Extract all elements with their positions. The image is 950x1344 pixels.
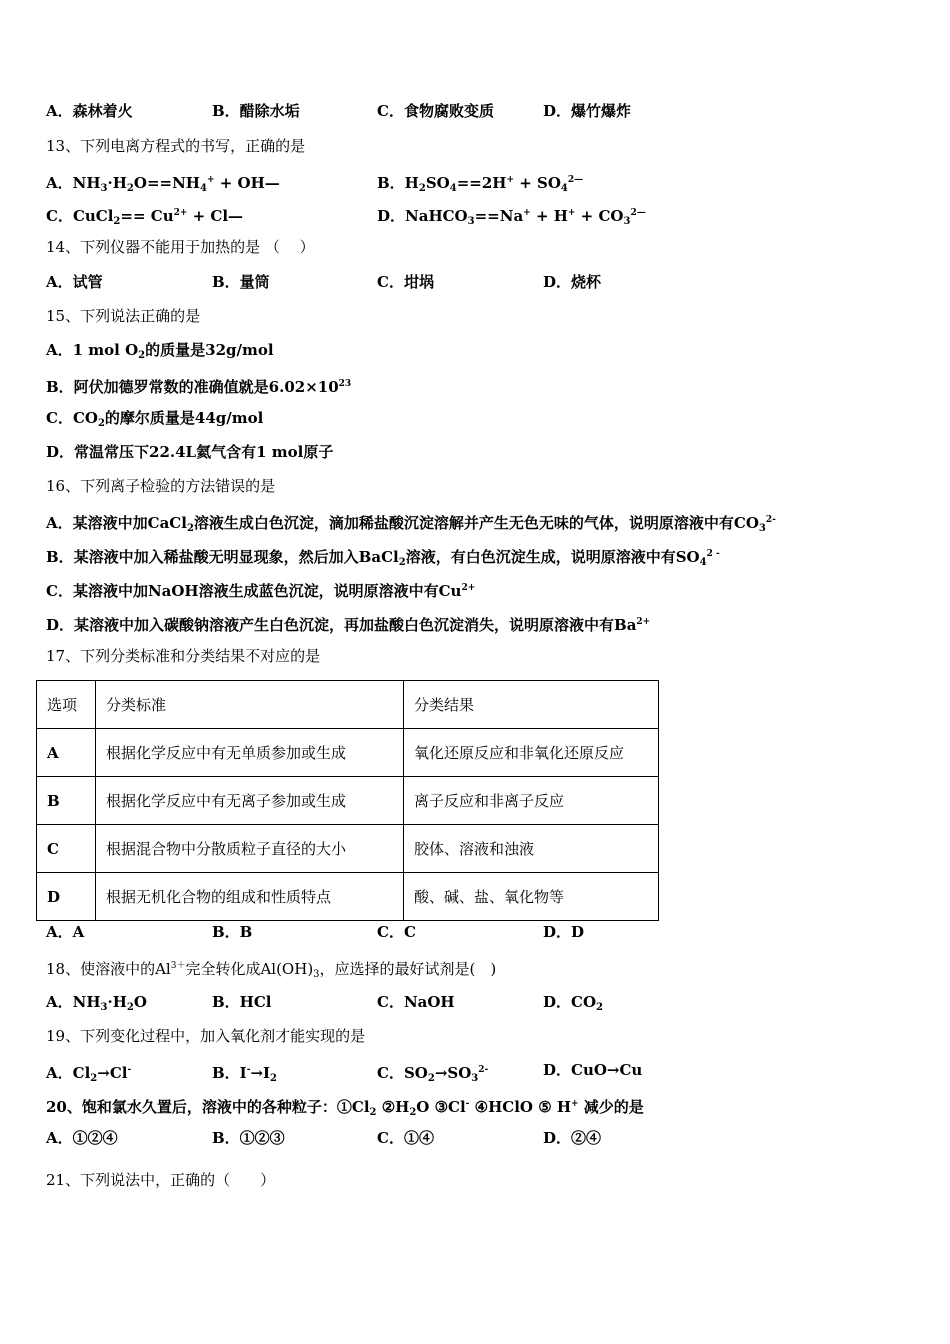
table-cell: C — [37, 825, 96, 873]
table-cell: 根据混合物中分散质粒子直径的大小 — [96, 825, 404, 873]
table-header-row — [37, 681, 659, 729]
q19-option-a: A．$Cl_2\to Cl^-$ — [46, 1064, 132, 1084]
q15-option-d: D．常温常压下22.4L氦气含有1 mol原子 — [46, 443, 334, 461]
q12-option-a: A．森林着火 — [46, 102, 133, 120]
q15-stem: 15、下列说法正确的是 — [46, 307, 201, 325]
q14-option-b: B．量筒 — [212, 273, 270, 291]
table-cell: 根据无机化合物的组成和性质特点 — [96, 873, 404, 921]
table-cell: D — [37, 873, 96, 921]
q19-option-b: B．$I^-\to I_2$ — [212, 1064, 278, 1084]
q16-option-a: A．某溶液中加CaCl$_2$溶液生成白色沉淀，滴加稀盐酸沉淀溶解并产生无色无味的气体，说明原溶液中有$CO_3^{2-}$ — [46, 514, 776, 534]
q18-option-c: C．NaOH — [377, 993, 455, 1011]
q13-option-c: C．CuCl$_2$== $Cu^{2+}$ + Cl— — [46, 207, 244, 227]
q14-option-a: A．试管 — [46, 273, 103, 291]
q19-option-d: D．CuO→Cu — [543, 1061, 643, 1079]
table-cell: 氧化还原反应和非氧化还原反应 — [404, 729, 659, 777]
q12-option-c: C．食物腐败变质 — [377, 102, 494, 120]
q15-option-a: A．1 mol $O_2$的质量是32g/mol — [46, 341, 274, 361]
q16-option-c: C．某溶液中加NaOH溶液生成蓝色沉淀，说明原溶液中有$Cu^{2+}$ — [46, 582, 476, 600]
table-cell: 根据化学反应中有无离子参加或生成 — [96, 777, 404, 825]
table-cell: 根据化学反应中有无单质参加或生成 — [96, 729, 404, 777]
q17-option-c: C．C — [377, 923, 416, 941]
table-header-cell: 分类标准 — [96, 681, 404, 729]
q19-option-c: C．$SO_2\to SO_3^{2-}$ — [377, 1064, 489, 1084]
q17-option-a: A．A — [46, 923, 85, 941]
classification-table — [36, 680, 659, 921]
q17-stem: 17、下列分类标准和分类结果不对应的是 — [46, 647, 321, 665]
q20-option-b: B．①②③ — [212, 1129, 285, 1147]
q18-option-b: B．HCl — [212, 993, 272, 1011]
table-header-cell: 分类结果 — [404, 681, 659, 729]
table-cell: A — [37, 729, 96, 777]
q16-stem: 16、下列离子检验的方法错误的是 — [46, 477, 276, 495]
q13-option-b: B．$H_2SO_4==2H^+ + SO_4^{2—}$ — [377, 174, 584, 194]
table-cell: 胶体、溶液和浊液 — [404, 825, 659, 873]
q12-option-b: B．醋除水垢 — [212, 102, 300, 120]
q18-option-a: A．$NH_3\cdot H_2O$ — [46, 993, 147, 1013]
q16-option-d: D．某溶液中加入碳酸钠溶液产生白色沉淀，再加盐酸白色沉淀消失，说明原溶液中有$Ba^{2+}$ — [46, 616, 651, 634]
q15-option-b: B．阿伏加德罗常数的准确值就是$6.02\times 10^{23}$ — [46, 378, 352, 396]
q20-stem: 20、饱和氯水久置后，溶液中的各种粒子：$①Cl_2$ $②H_2O$ ③Cl- ④HClO ⑤ H+ 减少的是 — [46, 1098, 644, 1118]
table-cell: 酸、碱、盐、氧化物等 — [404, 873, 659, 921]
table-row — [37, 729, 659, 777]
q15-option-c: C．$CO_2$的摩尔质量是44g/mol — [46, 409, 264, 429]
q12-option-d: D．爆竹爆炸 — [543, 102, 632, 120]
table-row — [37, 825, 659, 873]
q17-option-b: B．B — [212, 923, 253, 941]
table-cell: B — [37, 777, 96, 825]
q19-stem: 19、下列变化过程中，加入氧化剂才能实现的是 — [46, 1027, 366, 1045]
q14-option-d: D．烧杯 — [543, 273, 602, 291]
q13-stem: 13、下列电离方程式的书写，正确的是 — [46, 137, 306, 155]
q20-option-d: D．②④ — [543, 1129, 602, 1147]
q13-option-a: A．$NH_3\cdot H_2O==NH_4^+$ + OH— — [46, 174, 280, 194]
q14-option-c: C．坩埚 — [377, 273, 434, 291]
q13-option-d: D．NaHCO$_3$==Na+ + $H^+ + CO_3^{2—}$ — [377, 207, 646, 227]
table-cell: 离子反应和非离子反应 — [404, 777, 659, 825]
q16-option-b: B．某溶液中加入稀盐酸无明显现象，然后加入BaCl$_2$溶液，有白色沉淀生成，说明原溶液中有$SO_4^{2 -}$ — [46, 548, 720, 568]
q18-stem: 18、使溶液中的$Al^{3+}$完全转化成$Al(OH)_3$，应选择的最好试剂是( ) — [46, 960, 497, 980]
q20-option-c: C．①④ — [377, 1129, 434, 1147]
table-row — [37, 777, 659, 825]
table-header-cell: 选项 — [37, 681, 96, 729]
table-row — [37, 873, 659, 921]
q21-stem: 21、下列说法中，正确的（ ） — [46, 1171, 276, 1189]
q18-option-d: D．$CO_2$ — [543, 993, 603, 1013]
q20-option-a: A．①②④ — [46, 1129, 118, 1147]
q14-stem: 14、下列仪器不能用于加热的是 （ ） — [46, 238, 315, 256]
q17-option-d: D．D — [543, 923, 585, 941]
